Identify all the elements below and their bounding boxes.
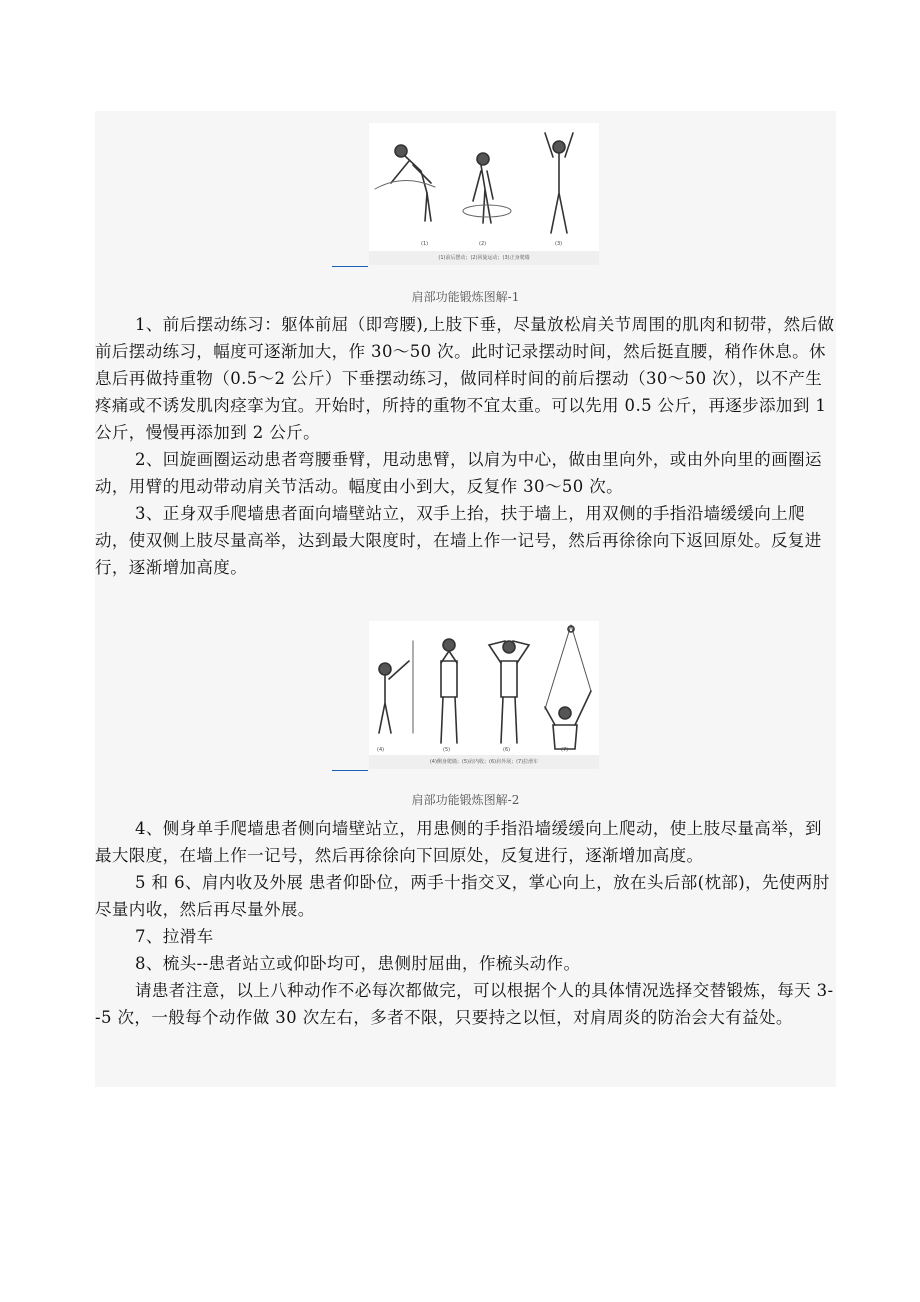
panel-label: (4): [377, 747, 385, 753]
paragraph: 5 和 6、肩内收及外展 患者仰卧位，两手十指交叉，掌心向上，放在头后部(枕部)，先使两肘尽量内收，然后再尽量外展。: [95, 873, 830, 919]
paragraph: 2、回旋画圈运动患者弯腰垂臂，甩动患臂，以肩为中心，做由里向外，或由外向里的画圈运动，用臂的甩动带动肩关节活动。幅度由小到大，反复作 30～50 次。: [95, 450, 822, 496]
paragraph: 4、侧身单手爬墙患者侧向墙壁站立，用患侧的手指沿墙缓缓向上爬动，使上肢尽量高举，到最大限度，在墙上作一记号，然后再徐徐向下回原处，反复进行，逐渐增加高度。: [95, 819, 822, 865]
figure-1-image: [369, 123, 599, 265]
section-2-text: [95, 815, 836, 1031]
image-link-underline[interactable]: [332, 266, 368, 267]
figure-1-image-strip: (1)前后摆动；(2)回旋运动；(3)正身爬墙: [369, 251, 599, 265]
paragraph: 8、梳头--患者站立或仰卧均可，患侧肘屈曲，作梳头动作。: [135, 954, 581, 973]
panel-label: (3): [555, 241, 563, 247]
figure-2-caption: 肩部功能锻炼图解-2: [411, 793, 520, 807]
paragraph: 3、正身双手爬墙患者面向墙壁站立，双手上抬，扶于墙上，用双侧的手指沿墙缓缓向上爬动，使双侧上肢尽量高举，达到最大限度时，在墙上作一记号，然后再徐徐向下返回原处。反复进行，逐渐增加高度。: [95, 504, 822, 577]
paragraph: 请患者注意，以上八种动作不必每次都做完，可以根据个人的具体情况选择交替锻炼，每天 3--5 次，一般每个动作做 30 次左右，多者不限，只要持之以恒，对肩周炎的防治会大有益处。: [95, 981, 834, 1027]
panel-label: (6): [503, 747, 511, 753]
panel-label: (5): [443, 747, 451, 753]
panel-label: (7): [561, 747, 569, 753]
figure-1-caption: 肩部功能锻炼图解-1: [411, 290, 520, 304]
panel-label: (2): [479, 241, 487, 247]
exercise-illustration-2: [369, 621, 599, 755]
exercise-illustration-1: [369, 123, 599, 251]
figure-2-image: [369, 621, 599, 769]
paragraph: 7、拉滑车: [135, 927, 214, 946]
panel-label: (1): [421, 241, 429, 247]
document-sheet: [95, 111, 836, 1087]
figure-2-image-strip: (4)侧身爬墙；(5)肩内收；(6)肩外展；(7)拉滑车: [369, 755, 599, 769]
paragraph: 1、前后摆动练习：躯体前屈（即弯腰),上肢下垂，尽量放松肩关节周围的肌肉和韧带，然后做前后摆动练习，幅度可逐渐加大，作 30～50 次。此时记录摆动时间，然后挺直腰，稍作休息。休息后再做持重物（0.5～2 公斤）下垂摆动练习，做同样时间的前后摆动（30～50 次），以不产生疼痛或不诱发肌肉痉挛为宜。开始时，所持的重物不宜太重。可以先用 0.5 公斤，再逐步添加到 1 公斤，慢慢再添加到 2 公斤。: [95, 315, 835, 442]
section-1-text: [95, 311, 836, 581]
image-link-underline[interactable]: [332, 770, 368, 771]
